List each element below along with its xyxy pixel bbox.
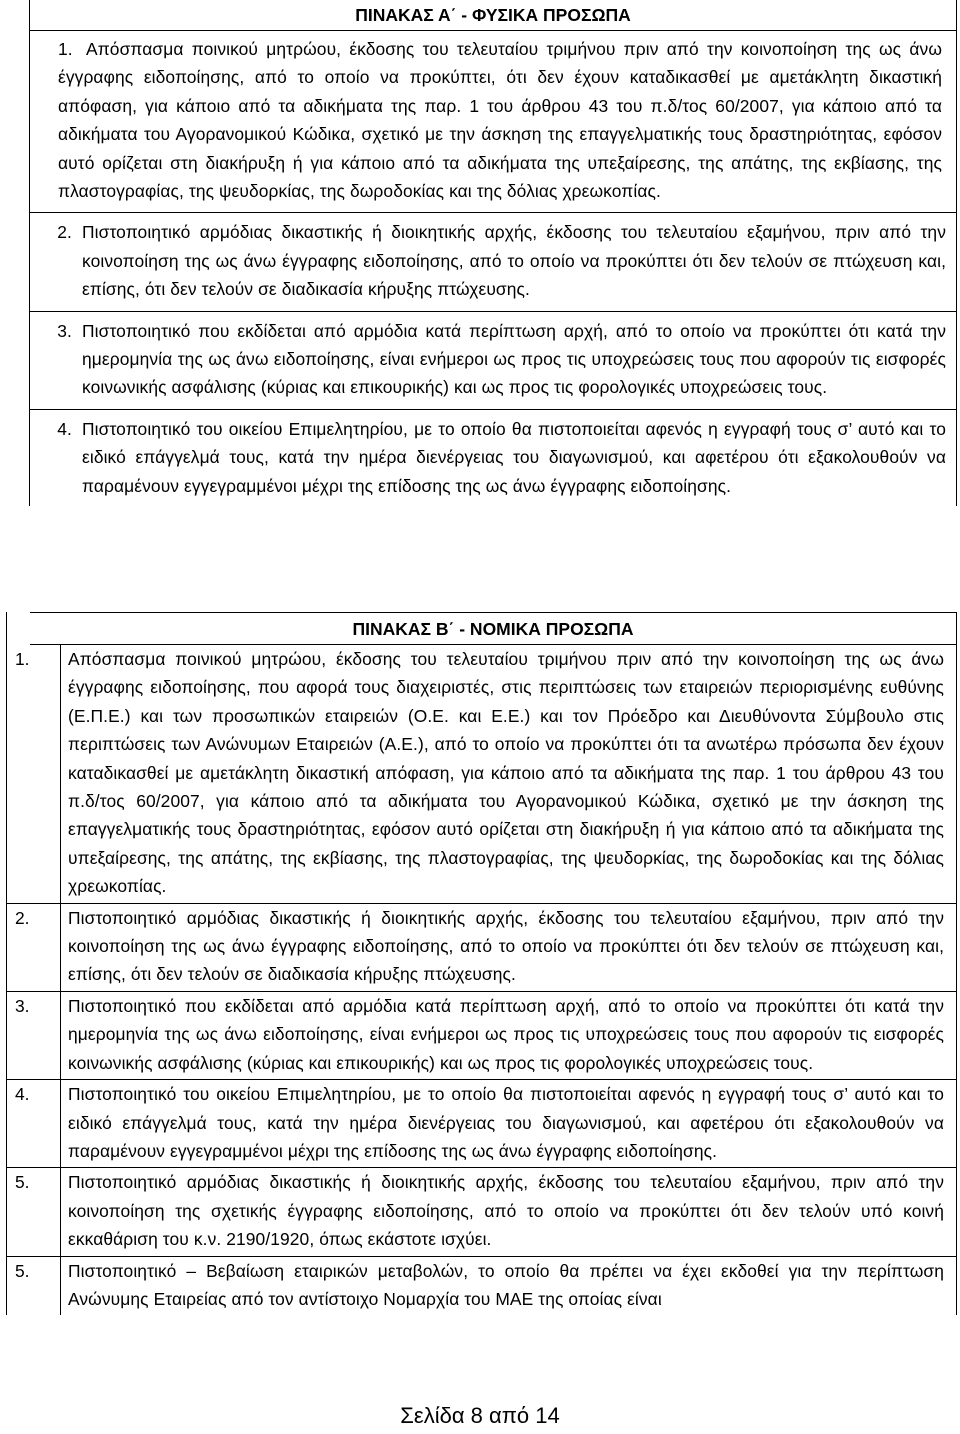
table-b-item-6 bbox=[7, 1257, 956, 1315]
table-b-item-text: Πιστοποιητικό του οικείου Επιμελητηρίου, με το οποίο θα πιστοποιείται αφενός η εγγραφή τους σ’ αυτό και το ειδικό επάγγελμά τους, κατά την ημέρα διενέργειας του διαγωνισμού, και αφετέρου ότι εξακολουθούν να παραμένουν εγγεγραμμένοι μέχρι της επίδοσης της ως άνω έγγραφης ειδοποίησης. bbox=[68, 1084, 944, 1161]
table-b-item-number: 1. bbox=[7, 645, 61, 903]
table-a-title: ΠΙΝΑΚΑΣ Α΄ - ΦΥΣΙΚΑ ΠΡΟΣΩΠΑ bbox=[355, 5, 631, 25]
table-b-item-2 bbox=[7, 904, 956, 992]
table-natural-persons bbox=[29, 0, 957, 506]
table-b-item-3 bbox=[7, 992, 956, 1080]
table-b-item-number: 3. bbox=[7, 992, 61, 1079]
table-a-item-2 bbox=[30, 213, 956, 311]
table-legal-entities bbox=[6, 612, 957, 1315]
table-b-item-text: Πιστοποιητικό αρμόδιας δικαστικής ή διοικητικής αρχής, έκδοσης του τελευταίου εξαμήνου, πριν από την κοινοποίηση της ως άνω έγγραφης ειδοποίησης, από το οποίο να προκύπτει ότι δεν τελούν σε πτώχευση και, επίσης, ότι δεν τελούν σε διαδικασία κήρυξης πτώχευσης. bbox=[68, 907, 944, 985]
table-b-item-number: 5. bbox=[7, 1168, 61, 1255]
table-b-item-number: 2. bbox=[7, 904, 61, 991]
table-a-item-number: 3. bbox=[57, 320, 72, 341]
table-a-item-text: Απόσπασμα ποινικού μητρώου, έκδοσης του τελευταίου τριμήνου πριν από την κοινοποίηση της ως άνω έγγραφης ειδοποίησης, από το οποίο να προκύπτει, ότι δεν έχουν καταδικασθεί με αμετάκλητη δικαστική απόφαση, για κάποιο από τα αδικήματα της παρ. 1 του άρθρου 43 του π.δ/τος 60/2007, για κάποιο από τα αδικήματα του Αγορανομικού Κώδικα, σχετικό με την άσκηση της επαγγελματικής τους δραστηριότητας, εφόσον αυτό ορίζεται στη διακήρυξη ή για κάποιο από τα αδικήματα της υπεξαίρεσης, της απάτης, της εκβίασης, της πλαστογραφίας, της ψευδορκίας, της δωροδοκίας και της δόλιας χρεωκοπίας. bbox=[58, 39, 942, 202]
table-b-item-1 bbox=[7, 645, 956, 904]
table-b-item-text: Πιστοποιητικό αρμόδιας δικαστικής ή διοικητικής αρχής, έκδοσης του τελευταίου εξαμήνου, πριν από την κοινοποίηση της σχετικής έγγραφης ειδοποίησης, από το οποίο να προκύπτει ότι δεν τελούν υπό κοινή εκκαθάριση του κ.ν. 2190/1920, όπως εκάστοτε ισχύει. bbox=[68, 1172, 944, 1250]
table-a-item-number: 4. bbox=[57, 418, 72, 439]
table-b-item-number: 4. bbox=[7, 1080, 61, 1167]
table-b-item-4 bbox=[7, 1080, 956, 1168]
table-a-item-text: Πιστοποιητικό του οικείου Επιμελητηρίου, με το οποίο θα πιστοποιείται αφενός η εγγραφή τους σ’ αυτό και το ειδικό επάγγελμά τους, κατά την ημέρα διενέργειας του διαγωνισμού, και αφετέρου ότι εξακολουθούν να παραμένουν εγγεγραμμένοι μέχρι της επίδοσης της ως άνω έγγραφης ειδοποίησης. bbox=[82, 418, 946, 496]
page-number-footer: Σελίδα 8 από 14 bbox=[400, 1403, 560, 1428]
table-b-item-number: 5. bbox=[7, 1257, 61, 1315]
table-b-title: ΠΙΝΑΚΑΣ Β΄ - ΝΟΜΙΚΑ ΠΡΟΣΩΠΑ bbox=[352, 618, 634, 639]
table-b-item-text: Απόσπασμα ποινικού μητρώου, έκδοσης του τελευταίου τριμήνου πριν από την κοινοποίηση της ως άνω έγγραφης ειδοποίησης, που αφορά τους διαχειριστές, στις περιπτώσεις των εταιρειών περιορισμένης ευθύνης (Ε.Π.Ε.) και των προσωπικών εταιρειών (Ο.Ε. και Ε.Ε.) και τον Πρόεδρο και Διευθύνοντα Σύμβουλο στις περιπτώσεις των Ανώνυμων Εταιρειών (Α.Ε.), από το οποίο να προκύπτει ότι τα ανωτέρω πρόσωπα δεν έχουν καταδικασθεί με αμετάκλητη δικαστική απόφαση, για κάποιο από τα αδικήματα της παρ. 1 του άρθρου 43 του π.δ/τος 60/2007, για κάποιο από τα αδικήματα του Αγορανομικού Κώδικα, σχετικό με την άσκηση της επαγγελματικής τους δραστηριότητας, εφόσον αυτό ορίζεται στη διακήρυξη ή για κάποιο από τα αδικήματα της υπεξαίρεσης, της απάτης, της εκβίασης, της πλαστογραφίας, της ψευδορκίας, της δωροδοκίας και της δόλιας χρεωκοπίας. bbox=[68, 649, 944, 897]
table-a-item-text: Πιστοποιητικό αρμόδιας δικαστικής ή διοικητικής αρχής, έκδοσης του τελευταίου εξαμήνου, πριν από την κοινοποίηση της ως άνω έγγραφης ειδοποίησης, από το οποίο να προκύπτει ότι δεν τελούν σε πτώχευση και, επίσης, ότι δεν τελούν σε διαδικασία κήρυξης πτώχευσης. bbox=[82, 222, 946, 300]
table-a-item-number: 2. bbox=[57, 222, 72, 243]
table-a-title-row bbox=[30, 0, 956, 31]
table-a-item-text: Πιστοποιητικό που εκδίδεται από αρμόδια κατά περίπτωση αρχή, από το οποίο να προκύπτει ότι κατά την ημερομηνία της ως άνω ειδοποίησης, είναι ενήμεροι ως προς τις υποχρεώσεις τους που αφορούν τις εισφορές κοινωνικής ασφάλισης (κύριας και επικουρικής) και ως προς τις φορολογικές υποχρεώσεις τους. bbox=[82, 320, 946, 398]
table-a-item-1 bbox=[30, 31, 956, 213]
table-b-title-row bbox=[30, 612, 956, 645]
table-b-item-5 bbox=[7, 1168, 956, 1256]
table-b-item-text: Πιστοποιητικό που εκδίδεται από αρμόδια κατά περίπτωση αρχή, από το οποίο να προκύπτει ότι κατά την ημερομηνία της ως άνω ειδοποίησης, είναι ενήμεροι ως προς τις υποχρεώσεις τους που αφορούν τις εισφορές κοινωνικής ασφάλισης (κύριας και επικουρικής) και ως προς τις φορολογικές υποχρεώσεις τους. bbox=[68, 995, 944, 1073]
table-a-item-number: 1. bbox=[58, 39, 73, 59]
table-b-item-text: Πιστοποιητικό – Βεβαίωση εταιρικών μεταβολών, το οποίο θα πρέπει να έχει εκδοθεί για την περίπτωση Ανώνυμης Εταιρείας από τον αντίστοιχο Νομαρχία του ΜΑΕ της οποίας είναι bbox=[68, 1260, 944, 1309]
table-a-item-3 bbox=[30, 312, 956, 410]
table-a-item-4 bbox=[30, 410, 956, 506]
